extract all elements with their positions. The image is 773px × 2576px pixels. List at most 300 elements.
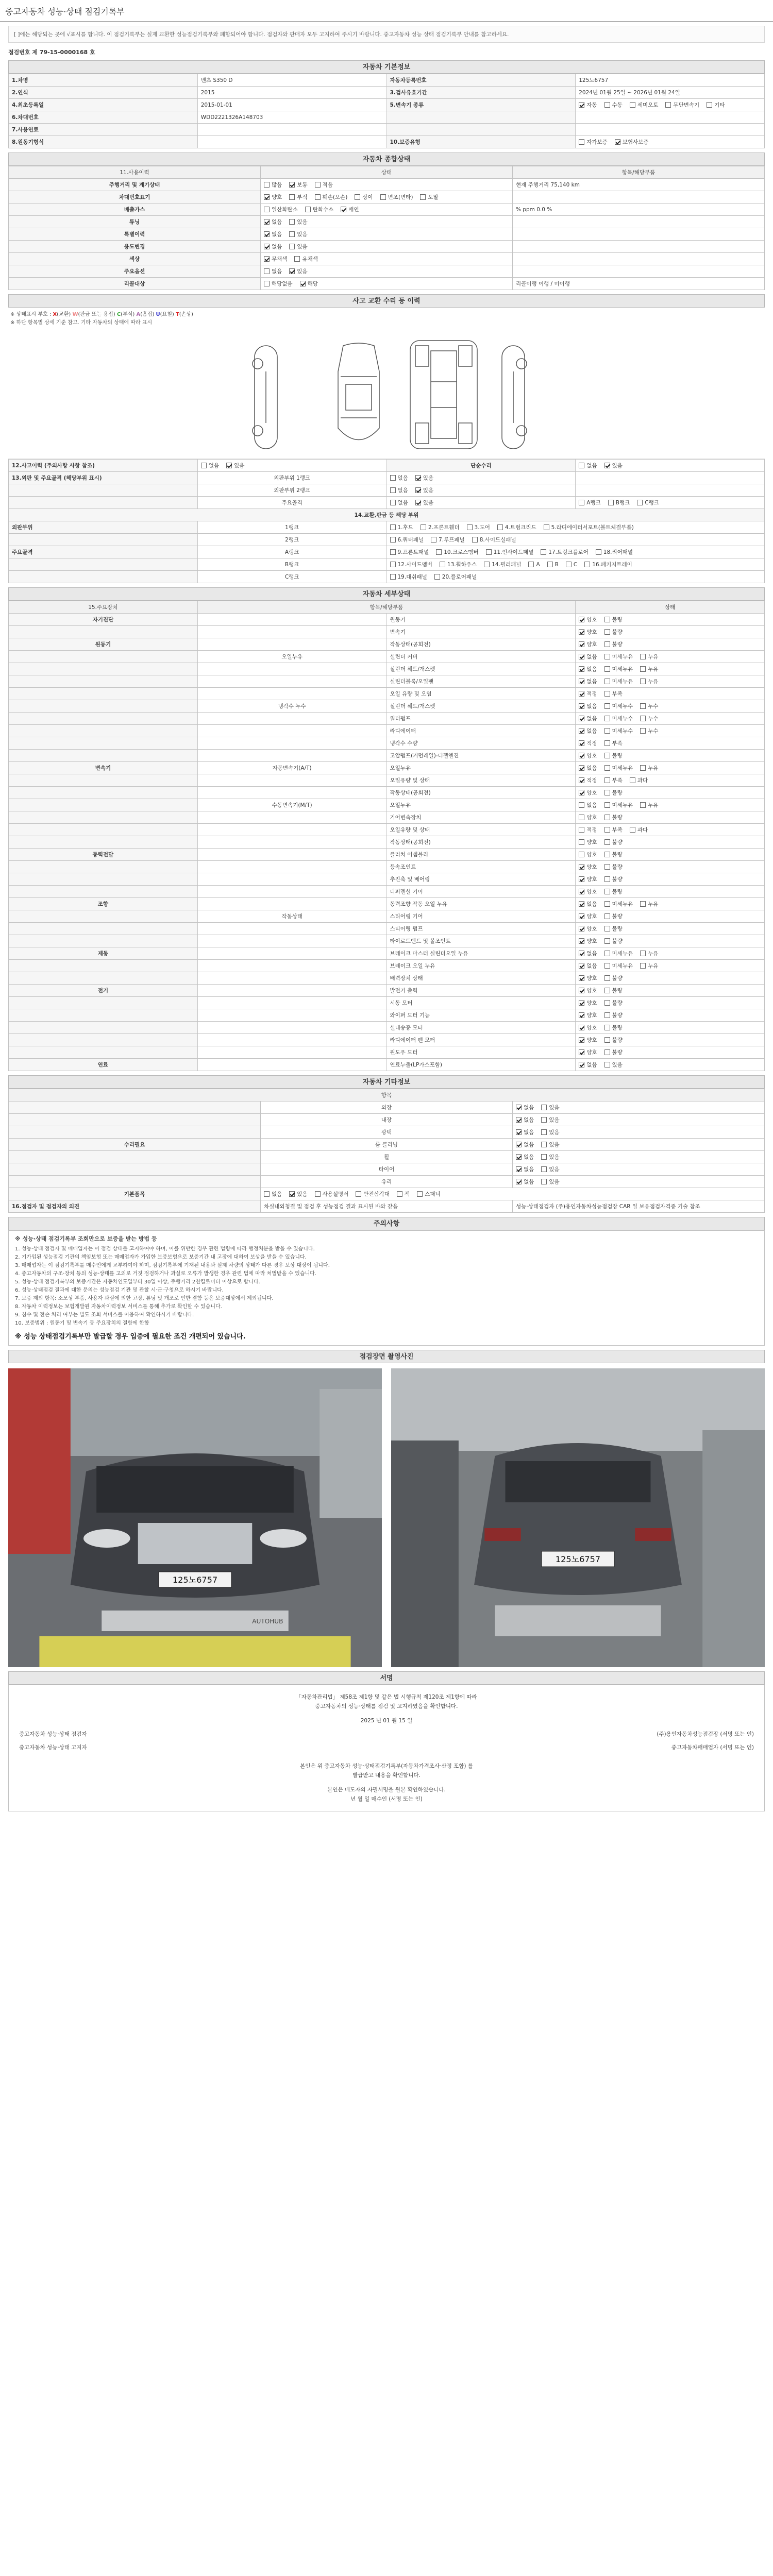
- checkbox[interactable]: [604, 679, 610, 684]
- checkbox[interactable]: [436, 549, 442, 555]
- checkbox[interactable]: [579, 913, 584, 919]
- checkbox-option[interactable]: [420, 193, 438, 201]
- checkbox[interactable]: [640, 703, 646, 709]
- checkbox[interactable]: [604, 703, 610, 709]
- checkbox[interactable]: [264, 194, 270, 200]
- checkbox-option[interactable]: [604, 702, 633, 710]
- checkbox[interactable]: [484, 562, 490, 567]
- checkbox[interactable]: [579, 463, 584, 468]
- checkbox[interactable]: [390, 487, 396, 493]
- checkbox[interactable]: [630, 777, 635, 783]
- checkbox-option[interactable]: [579, 863, 597, 871]
- notifier-sign[interactable]: 중고자동차매매업자 (서명 또는 인): [671, 1744, 754, 1751]
- checkbox[interactable]: [516, 1166, 522, 1172]
- checkbox-option[interactable]: [579, 900, 597, 908]
- checkbox[interactable]: [289, 182, 295, 188]
- checkbox[interactable]: [417, 1191, 423, 1197]
- checkbox-option[interactable]: [640, 727, 658, 735]
- checkbox-option[interactable]: [390, 561, 432, 568]
- checkbox-option[interactable]: [289, 1190, 307, 1198]
- checkbox-option[interactable]: [516, 1128, 534, 1136]
- checkbox-option[interactable]: [604, 653, 633, 660]
- checkbox[interactable]: [604, 802, 610, 808]
- checkbox-option[interactable]: [579, 1011, 597, 1019]
- checkbox[interactable]: [640, 666, 646, 672]
- checkbox[interactable]: [264, 207, 270, 212]
- checkbox-option[interactable]: [630, 776, 648, 784]
- checkbox-option[interactable]: [264, 230, 282, 238]
- checkbox-option[interactable]: [604, 801, 633, 809]
- checkbox-option[interactable]: [604, 776, 623, 784]
- checkbox-option[interactable]: [264, 280, 293, 287]
- checkbox[interactable]: [604, 876, 610, 882]
- checkbox-option[interactable]: [604, 912, 623, 920]
- checkbox-option[interactable]: [486, 548, 534, 556]
- checkbox-option[interactable]: [516, 1153, 534, 1161]
- checkbox-option[interactable]: [604, 1036, 623, 1044]
- checkbox[interactable]: [341, 207, 346, 212]
- checkbox-option[interactable]: [421, 523, 460, 531]
- checkbox[interactable]: [579, 1000, 584, 1006]
- checkbox[interactable]: [415, 487, 421, 493]
- checkbox[interactable]: [264, 231, 270, 237]
- checkbox-option[interactable]: [315, 181, 333, 189]
- checkbox[interactable]: [579, 654, 584, 659]
- checkbox[interactable]: [289, 1191, 295, 1197]
- checkbox-option[interactable]: [579, 925, 597, 933]
- checkbox[interactable]: [486, 549, 492, 555]
- checkbox-option[interactable]: [516, 1141, 534, 1148]
- checkbox[interactable]: [264, 219, 270, 225]
- checkbox-option[interactable]: [640, 950, 658, 957]
- checkbox-option[interactable]: [436, 548, 478, 556]
- checkbox-option[interactable]: [467, 523, 490, 531]
- checkbox-option[interactable]: [604, 764, 633, 772]
- checkbox-option[interactable]: [390, 573, 427, 581]
- checkbox[interactable]: [615, 139, 620, 145]
- checkbox[interactable]: [516, 1142, 522, 1147]
- checkbox-option[interactable]: [264, 206, 298, 213]
- checkbox[interactable]: [390, 537, 396, 543]
- checkbox[interactable]: [541, 1166, 547, 1172]
- checkbox[interactable]: [420, 194, 426, 200]
- checkbox[interactable]: [604, 654, 610, 659]
- checkbox[interactable]: [637, 500, 643, 505]
- checkbox-option[interactable]: [579, 1048, 597, 1056]
- checkbox[interactable]: [604, 815, 610, 820]
- checkbox[interactable]: [380, 194, 386, 200]
- checkbox-option[interactable]: [604, 640, 623, 648]
- checkbox-option[interactable]: [604, 677, 633, 685]
- checkbox-option[interactable]: [630, 826, 648, 834]
- checkbox[interactable]: [541, 1154, 547, 1160]
- checkbox-option[interactable]: [579, 628, 597, 636]
- checkbox[interactable]: [516, 1117, 522, 1123]
- checkbox-option[interactable]: [201, 462, 219, 469]
- checkbox-option[interactable]: [579, 974, 597, 982]
- checkbox-option[interactable]: [541, 1153, 559, 1161]
- checkbox-option[interactable]: [289, 218, 307, 226]
- checkbox-option[interactable]: [604, 690, 623, 698]
- checkbox-option[interactable]: [604, 925, 623, 933]
- checkbox[interactable]: [640, 654, 646, 659]
- checkbox[interactable]: [289, 194, 295, 200]
- checkbox[interactable]: [264, 256, 270, 262]
- checkbox-option[interactable]: [604, 1024, 623, 1031]
- checkbox[interactable]: [579, 1049, 584, 1055]
- checkbox[interactable]: [579, 938, 584, 944]
- checkbox-option[interactable]: [415, 474, 433, 482]
- checkbox-option[interactable]: [640, 764, 658, 772]
- checkbox[interactable]: [640, 802, 646, 808]
- checkbox[interactable]: [355, 194, 360, 200]
- checkbox[interactable]: [467, 524, 473, 530]
- checkbox[interactable]: [516, 1154, 522, 1160]
- checkbox-option[interactable]: [528, 562, 540, 568]
- checkbox[interactable]: [604, 852, 610, 857]
- checkbox[interactable]: [431, 537, 436, 543]
- checkbox[interactable]: [630, 827, 635, 833]
- checkbox-option[interactable]: [604, 1011, 623, 1019]
- checkbox[interactable]: [440, 562, 445, 567]
- checkbox-option[interactable]: [579, 1036, 597, 1044]
- checkbox[interactable]: [579, 1037, 584, 1043]
- checkbox-option[interactable]: [579, 727, 597, 735]
- checkbox-option[interactable]: [604, 826, 623, 834]
- checkbox-option[interactable]: [544, 523, 634, 531]
- checkbox[interactable]: [584, 562, 590, 567]
- checkbox[interactable]: [390, 574, 396, 580]
- checkbox-option[interactable]: [289, 193, 307, 201]
- checkbox[interactable]: [604, 988, 610, 993]
- checkbox[interactable]: [579, 716, 584, 721]
- checkbox[interactable]: [421, 524, 426, 530]
- checkbox[interactable]: [604, 691, 610, 697]
- checkbox-option[interactable]: [579, 677, 597, 685]
- checkbox[interactable]: [640, 716, 646, 721]
- checkbox[interactable]: [665, 102, 671, 108]
- checkbox[interactable]: [528, 562, 534, 567]
- checkbox-option[interactable]: [516, 1116, 534, 1124]
- checkbox-option[interactable]: [579, 1061, 597, 1069]
- checkbox-option[interactable]: [434, 573, 477, 581]
- checkbox[interactable]: [541, 1179, 547, 1184]
- checkbox-option[interactable]: [541, 1141, 559, 1148]
- checkbox-option[interactable]: [415, 486, 433, 494]
- checkbox-option[interactable]: [604, 838, 623, 846]
- checkbox-option[interactable]: [604, 863, 623, 871]
- checkbox-option[interactable]: [380, 193, 413, 201]
- checkbox[interactable]: [604, 765, 610, 771]
- checkbox[interactable]: [579, 1062, 584, 1067]
- checkbox-option[interactable]: [541, 1116, 559, 1124]
- checkbox-option[interactable]: [390, 486, 408, 494]
- checkbox-option[interactable]: [630, 101, 659, 109]
- checkbox-option[interactable]: [264, 193, 282, 201]
- checkbox[interactable]: [640, 951, 646, 956]
- checkbox[interactable]: [579, 889, 584, 894]
- checkbox-option[interactable]: [579, 851, 597, 858]
- checkbox-option[interactable]: [604, 974, 623, 982]
- checkbox[interactable]: [289, 244, 295, 249]
- checkbox[interactable]: [640, 765, 646, 771]
- checkbox[interactable]: [390, 562, 396, 567]
- checkbox-option[interactable]: [640, 702, 658, 710]
- checkbox[interactable]: [604, 1037, 610, 1043]
- checkbox-option[interactable]: [264, 243, 282, 250]
- checkbox-option[interactable]: [579, 138, 608, 146]
- checkbox-option[interactable]: [637, 499, 659, 506]
- checkbox-option[interactable]: [579, 999, 597, 1007]
- checkbox[interactable]: [541, 1105, 547, 1110]
- checkbox[interactable]: [541, 549, 546, 555]
- checkbox-option[interactable]: [440, 561, 477, 568]
- checkbox-option[interactable]: [640, 715, 658, 722]
- checkbox-option[interactable]: [516, 1104, 534, 1111]
- checkbox-option[interactable]: [579, 814, 597, 821]
- checkbox-option[interactable]: [289, 230, 307, 238]
- checkbox[interactable]: [415, 475, 421, 481]
- checkbox-option[interactable]: [305, 206, 334, 213]
- checkbox[interactable]: [604, 716, 610, 721]
- checkbox[interactable]: [579, 102, 584, 108]
- checkbox[interactable]: [516, 1129, 522, 1135]
- checkbox[interactable]: [300, 281, 306, 286]
- checkbox[interactable]: [604, 839, 610, 845]
- checkbox[interactable]: [579, 827, 584, 833]
- checkbox[interactable]: [640, 901, 646, 907]
- checkbox-option[interactable]: [264, 181, 282, 189]
- checkbox-option[interactable]: [579, 739, 597, 747]
- checkbox[interactable]: [264, 1191, 270, 1197]
- checkbox-option[interactable]: [579, 888, 597, 895]
- checkbox-option[interactable]: [579, 499, 600, 506]
- checkbox-option[interactable]: [640, 653, 658, 660]
- checkbox-option[interactable]: [604, 665, 633, 673]
- checkbox[interactable]: [604, 938, 610, 944]
- checkbox[interactable]: [604, 728, 610, 734]
- checkbox-option[interactable]: [294, 255, 317, 263]
- checkbox[interactable]: [640, 963, 646, 969]
- checkbox[interactable]: [579, 728, 584, 734]
- checkbox-option[interactable]: [608, 499, 630, 506]
- checkbox-option[interactable]: [579, 616, 597, 623]
- checkbox-option[interactable]: [604, 962, 633, 970]
- checkbox-option[interactable]: [516, 1165, 534, 1173]
- checkbox-option[interactable]: [615, 138, 649, 146]
- checkbox-option[interactable]: [579, 987, 597, 994]
- checkbox-option[interactable]: [390, 548, 429, 556]
- checkbox[interactable]: [604, 827, 610, 833]
- checkbox[interactable]: [579, 617, 584, 622]
- checkbox[interactable]: [596, 549, 601, 555]
- checkbox-option[interactable]: [390, 523, 413, 531]
- checkbox-option[interactable]: [264, 255, 287, 263]
- checkbox[interactable]: [579, 975, 584, 981]
- checkbox-option[interactable]: [604, 999, 623, 1007]
- checkbox-option[interactable]: [604, 950, 633, 957]
- checkbox[interactable]: [541, 1142, 547, 1147]
- checkbox[interactable]: [390, 475, 396, 481]
- checkbox[interactable]: [472, 537, 478, 543]
- checkbox[interactable]: [264, 182, 270, 188]
- checkbox-option[interactable]: [604, 739, 623, 747]
- checkbox-option[interactable]: [315, 1190, 349, 1198]
- checkbox[interactable]: [264, 268, 270, 274]
- checkbox[interactable]: [604, 1049, 610, 1055]
- checkbox-option[interactable]: [579, 962, 597, 970]
- checkbox[interactable]: [579, 740, 584, 746]
- checkbox[interactable]: [604, 641, 610, 647]
- checkbox-option[interactable]: [579, 826, 597, 834]
- checkbox[interactable]: [415, 500, 421, 505]
- checkbox[interactable]: [640, 679, 646, 684]
- checkbox[interactable]: [579, 802, 584, 808]
- checkbox[interactable]: [579, 963, 584, 969]
- checkbox[interactable]: [579, 139, 584, 145]
- checkbox[interactable]: [604, 740, 610, 746]
- checkbox[interactable]: [604, 951, 610, 956]
- checkbox-option[interactable]: [579, 1024, 597, 1031]
- checkbox-option[interactable]: [579, 653, 597, 660]
- checkbox-option[interactable]: [640, 962, 658, 970]
- checkbox-option[interactable]: [604, 1048, 623, 1056]
- checkbox-option[interactable]: [604, 715, 633, 722]
- checkbox[interactable]: [579, 864, 584, 870]
- checkbox[interactable]: [579, 753, 584, 758]
- checkbox[interactable]: [604, 102, 610, 108]
- checkbox[interactable]: [497, 524, 503, 530]
- checkbox[interactable]: [547, 562, 553, 567]
- checkbox-option[interactable]: [604, 752, 623, 759]
- checkbox[interactable]: [604, 666, 610, 672]
- checkbox[interactable]: [579, 815, 584, 820]
- checkbox-option[interactable]: [516, 1178, 534, 1185]
- checkbox[interactable]: [604, 889, 610, 894]
- checkbox-option[interactable]: [579, 462, 597, 469]
- checkbox-option[interactable]: [579, 665, 597, 673]
- checkbox-option[interactable]: [604, 462, 623, 469]
- checkbox-option[interactable]: [484, 561, 521, 568]
- checkbox-option[interactable]: [584, 561, 632, 568]
- checkbox[interactable]: [604, 777, 610, 783]
- checkbox-option[interactable]: [579, 715, 597, 722]
- checkbox[interactable]: [289, 268, 295, 274]
- checkbox-option[interactable]: [390, 474, 408, 482]
- checkbox[interactable]: [579, 901, 584, 907]
- checkbox[interactable]: [604, 926, 610, 931]
- checkbox[interactable]: [579, 790, 584, 795]
- checkbox-option[interactable]: [390, 536, 424, 544]
- checkbox-option[interactable]: [604, 875, 623, 883]
- checkbox[interactable]: [604, 913, 610, 919]
- checkbox[interactable]: [390, 549, 396, 555]
- checkbox-option[interactable]: [356, 1190, 390, 1198]
- checkbox-option[interactable]: [547, 562, 559, 568]
- checkbox[interactable]: [604, 1025, 610, 1030]
- checkbox[interactable]: [579, 777, 584, 783]
- checkbox-option[interactable]: [417, 1190, 440, 1198]
- checkbox-option[interactable]: [604, 900, 633, 908]
- checkbox-option[interactable]: [596, 548, 633, 556]
- checkbox-option[interactable]: [341, 206, 359, 213]
- checkbox[interactable]: [604, 975, 610, 981]
- checkbox[interactable]: [289, 231, 295, 237]
- checkbox[interactable]: [397, 1191, 402, 1197]
- checkbox[interactable]: [264, 244, 270, 249]
- checkbox-option[interactable]: [579, 640, 597, 648]
- checkbox-option[interactable]: [579, 950, 597, 957]
- inspector-sign[interactable]: (주)용인자동차성능점검장 (서명 또는 인): [657, 1731, 754, 1737]
- checkbox[interactable]: [579, 703, 584, 709]
- checkbox-option[interactable]: [289, 181, 307, 189]
- checkbox-option[interactable]: [541, 1178, 559, 1185]
- checkbox[interactable]: [604, 1012, 610, 1018]
- checkbox[interactable]: [630, 102, 635, 108]
- checkbox-option[interactable]: [566, 562, 577, 568]
- checkbox[interactable]: [390, 500, 396, 505]
- checkbox[interactable]: [604, 864, 610, 870]
- checkbox[interactable]: [604, 753, 610, 758]
- checkbox[interactable]: [201, 463, 207, 468]
- checkbox-option[interactable]: [355, 193, 373, 201]
- checkbox-option[interactable]: [226, 462, 244, 469]
- checkbox[interactable]: [541, 1129, 547, 1135]
- checkbox[interactable]: [579, 951, 584, 956]
- checkbox-option[interactable]: [640, 677, 658, 685]
- checkbox[interactable]: [640, 728, 646, 734]
- checkbox[interactable]: [604, 963, 610, 969]
- checkbox[interactable]: [566, 562, 572, 567]
- checkbox-option[interactable]: [579, 875, 597, 883]
- checkbox[interactable]: [305, 207, 311, 212]
- buyer-sign[interactable]: 년 월 일 매수인 (서명 또는 인): [350, 1796, 423, 1802]
- checkbox[interactable]: [579, 641, 584, 647]
- checkbox[interactable]: [579, 926, 584, 931]
- checkbox[interactable]: [579, 876, 584, 882]
- checkbox-option[interactable]: [541, 1104, 559, 1111]
- checkbox-option[interactable]: [264, 218, 282, 226]
- checkbox-option[interactable]: [300, 280, 318, 287]
- checkbox[interactable]: [579, 691, 584, 697]
- checkbox[interactable]: [516, 1105, 522, 1110]
- checkbox-option[interactable]: [579, 764, 597, 772]
- checkbox-option[interactable]: [472, 536, 516, 544]
- checkbox-option[interactable]: [579, 702, 597, 710]
- checkbox[interactable]: [516, 1179, 522, 1184]
- checkbox-option[interactable]: [579, 838, 597, 846]
- checkbox-option[interactable]: [604, 616, 623, 623]
- checkbox[interactable]: [579, 1012, 584, 1018]
- checkbox-option[interactable]: [397, 1190, 410, 1198]
- checkbox-option[interactable]: [579, 937, 597, 945]
- checkbox-option[interactable]: [579, 789, 597, 796]
- checkbox-option[interactable]: [604, 101, 623, 109]
- checkbox-option[interactable]: [390, 499, 408, 506]
- checkbox-option[interactable]: [315, 193, 348, 201]
- checkbox[interactable]: [579, 839, 584, 845]
- checkbox[interactable]: [604, 1062, 610, 1067]
- checkbox-option[interactable]: [579, 690, 597, 698]
- checkbox[interactable]: [264, 281, 270, 286]
- checkbox-option[interactable]: [604, 851, 623, 858]
- checkbox[interactable]: [579, 765, 584, 771]
- checkbox-option[interactable]: [604, 888, 623, 895]
- checkbox-option[interactable]: [579, 752, 597, 759]
- checkbox[interactable]: [315, 1191, 321, 1197]
- checkbox-option[interactable]: [579, 776, 597, 784]
- checkbox-option[interactable]: [497, 523, 536, 531]
